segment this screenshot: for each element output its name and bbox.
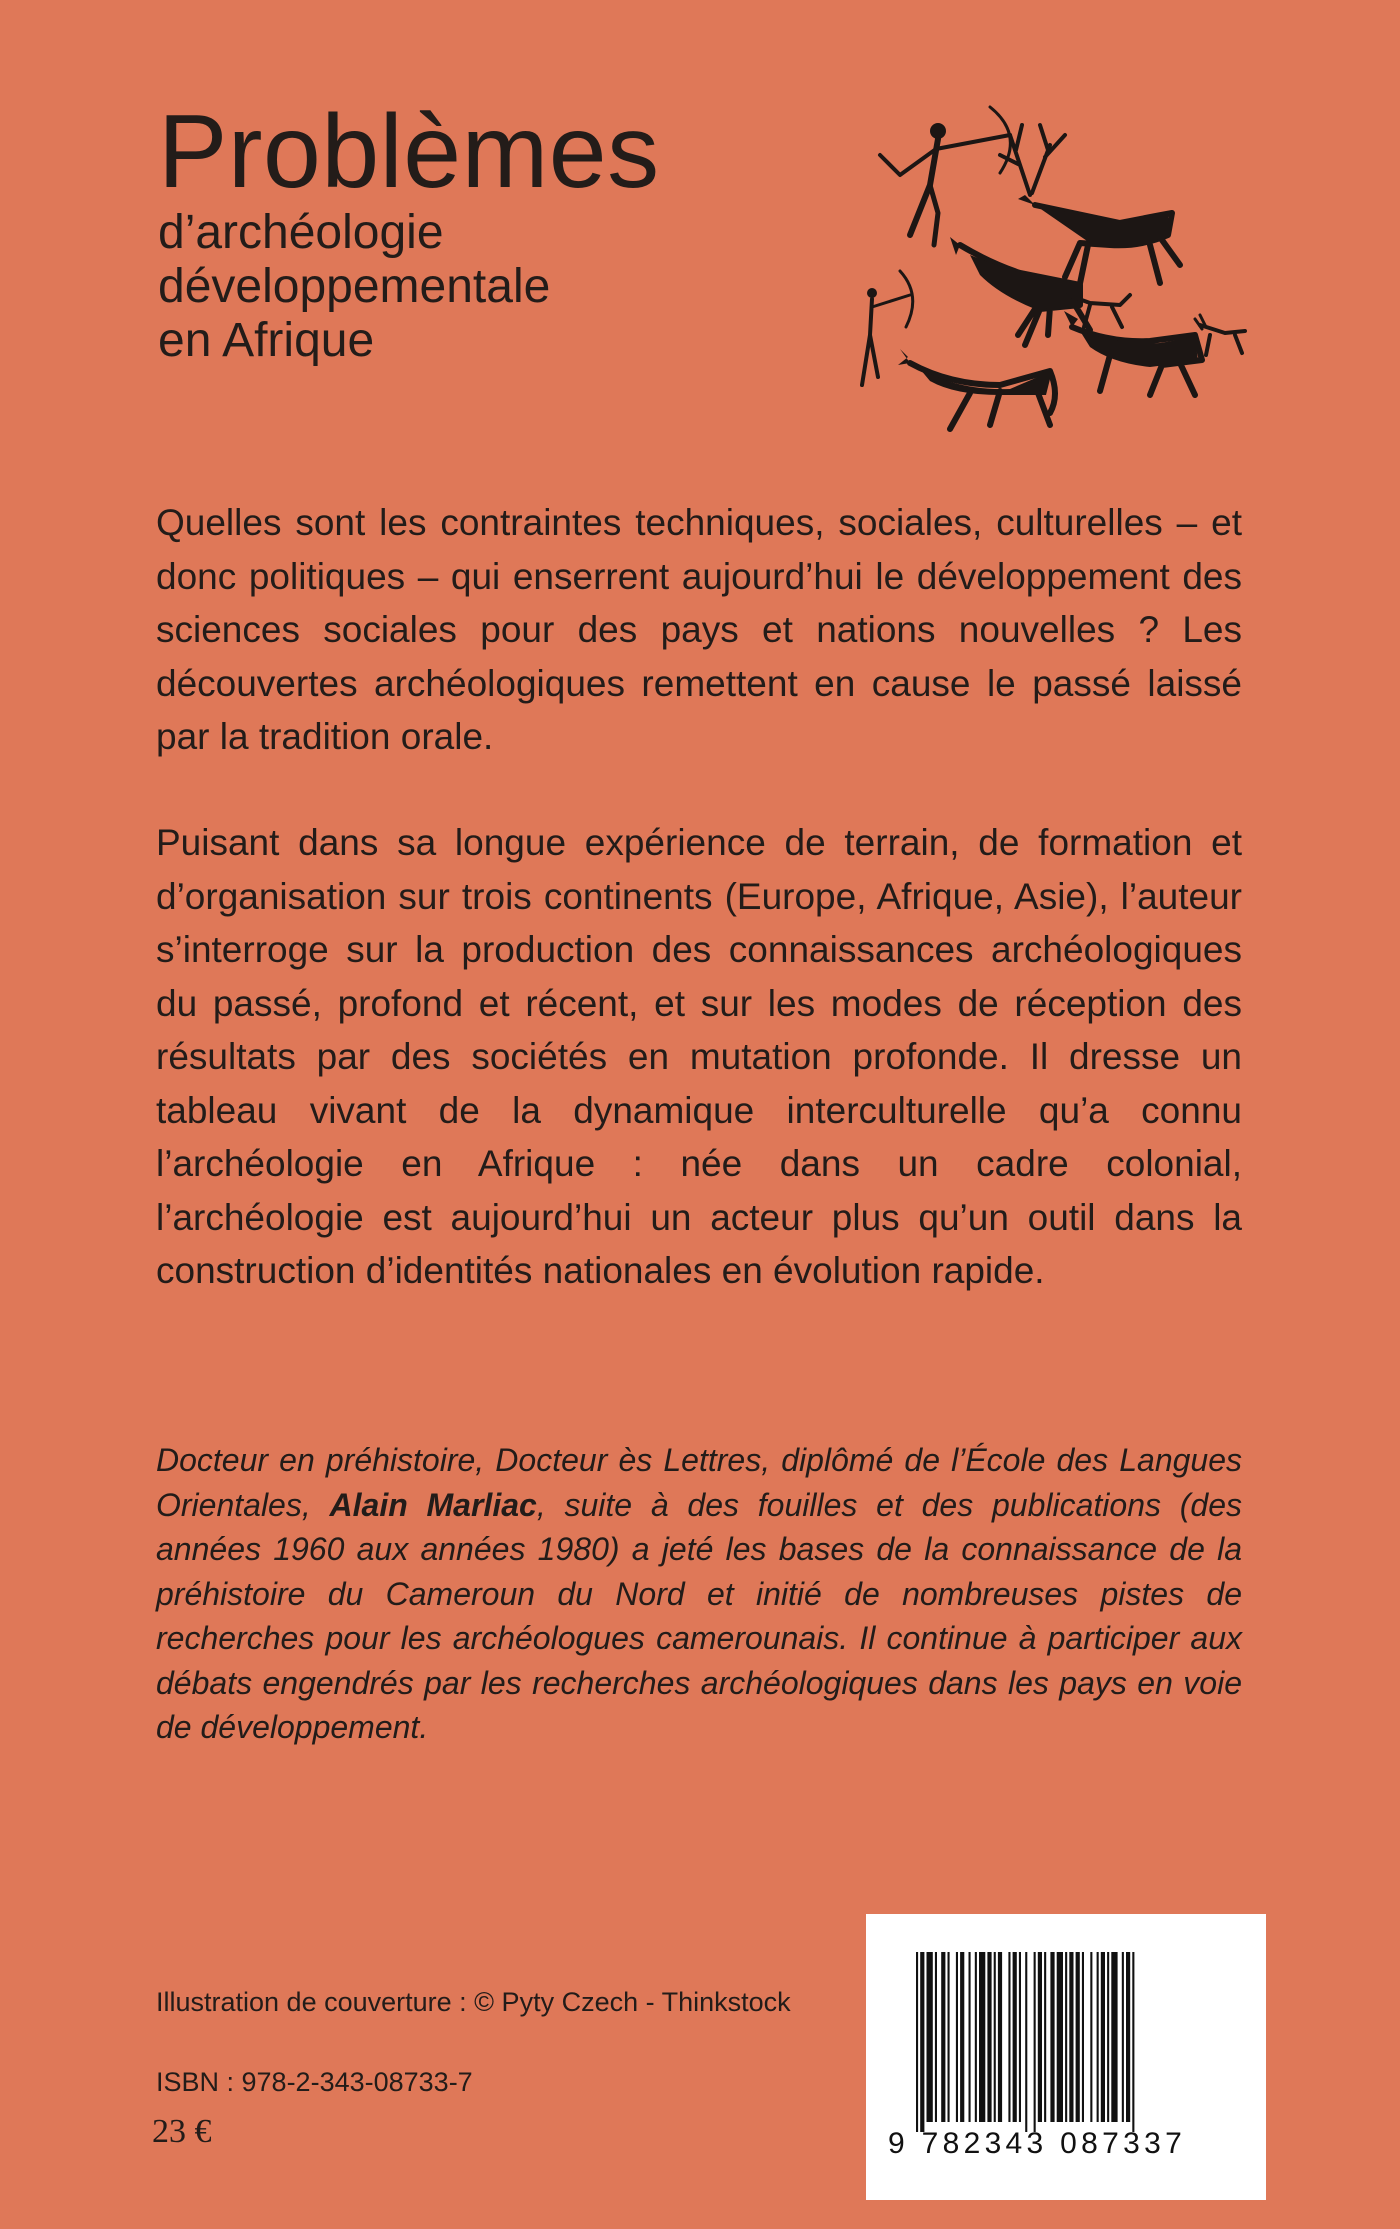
blurb-paragraph: Quelles sont les contraintes techniques, sociales, culturelles – et donc politiques – qui enserrent aujourd’hui le développement des sciences sociales pour des pays et nations nouvelles ? Les découvertes archéologiques remettent en cause le passé laissé par la tradition orale.	[156, 502, 1242, 757]
barcode-bar	[1019, 1952, 1021, 2122]
barcode-bar	[956, 1952, 958, 2122]
barcode-bar	[927, 1952, 933, 2122]
rock-art-illustration	[850, 95, 1260, 435]
small-animal-icon	[1195, 315, 1245, 355]
bio-text: Docteur en préhistoire, Docteur ès Lettres, diplômé de l’École des Langues Orientales,	[156, 1442, 1242, 1523]
barcode-bar	[1025, 1952, 1027, 2132]
barcode-bar	[960, 1952, 964, 2122]
barcode-bar	[1013, 1952, 1017, 2122]
barcode-bar	[1107, 1952, 1109, 2122]
barcode-bar	[920, 1952, 924, 2132]
archer-figure-icon	[880, 107, 1010, 245]
barcode-bar	[969, 1952, 971, 2122]
barcode-bar	[1034, 1952, 1036, 2132]
barcode-bar	[948, 1952, 950, 2122]
barcode-bar	[1044, 1952, 1046, 2122]
price: 23 €	[152, 2113, 212, 2150]
barcode-bar	[998, 1952, 1002, 2122]
barcode-bar	[1069, 1952, 1073, 2122]
book-title: Problèmes	[158, 94, 660, 210]
barcode-bar	[979, 1952, 985, 2122]
barcode-bar	[975, 1952, 977, 2122]
bio-text: , suite à des fouilles et des publications (des années 1960 aux années 1980) a jeté les bases de la connaissance de la préhistoire du Cameroun du Nord et initié de nombreuses pistes de recherches pour les archéologues camerounais. Il continue à participer aux débats engendrés par les recherches archéologiques dans les pays en voie de développement.	[156, 1486, 1243, 1745]
barcode-bar	[1050, 1952, 1054, 2122]
barcode-bar	[1038, 1952, 1042, 2122]
barcode-bar	[1122, 1952, 1124, 2122]
barcode-bar	[1065, 1952, 1067, 2122]
author-name: Alain Marliac	[329, 1486, 537, 1523]
book-subtitle	[158, 206, 858, 368]
title-block	[158, 94, 858, 368]
barcode-bar	[1101, 1952, 1105, 2122]
barcode-digits: 9 782343 087337	[888, 2127, 1187, 2160]
barcode-bar	[941, 1952, 945, 2122]
barcode-bars-icon	[916, 1952, 1216, 2132]
deer-icon	[1000, 125, 1180, 293]
barcode	[866, 1914, 1266, 2200]
subtitle-line: d’archéologie	[158, 206, 444, 259]
barcode-bar	[1076, 1952, 1080, 2122]
barcode-bar	[1082, 1952, 1084, 2122]
barcode-bar	[935, 1952, 937, 2122]
blurb-paragraph: Puisant dans sa longue expérience de terrain, de formation et d’organisation sur trois continents (Europe, Afrique, Asie), l’auteur s’interroge sur la production des connaissances archéologiques du passé, profond et récent, et sur les modes de réception des résultats par des sociétés en mutation profonde. Il dresse un tableau vivant de la dynamique interculturelle qu’a connu l’archéologie en Afrique : née dans un cadre colonial, l’archéologie est aujourd’hui un acteur plus qu’un outil dans la construction d’identités nationales en évolution rapide.	[156, 822, 1242, 1291]
barcode-bar	[987, 1952, 991, 2122]
barcode-bar	[1008, 1952, 1010, 2122]
illustration-credit: Illustration de couverture : © Pyty Czech - Thinkstock	[156, 1987, 791, 2017]
barcode-bar	[994, 1952, 996, 2122]
barcode-bar	[1126, 1952, 1130, 2122]
author-bio	[156, 1438, 1242, 1750]
isbn: ISBN : 978-2-343-08733-7	[156, 2067, 473, 2097]
subtitle-line: développementale	[158, 260, 551, 313]
barcode-bar	[1111, 1952, 1117, 2122]
subtitle-line: en Afrique	[158, 314, 375, 367]
barcode-bar	[1097, 1952, 1099, 2122]
antelope-icon	[898, 349, 1055, 429]
horse-icon	[950, 237, 1090, 345]
small-archer-icon	[862, 271, 913, 385]
barcode-bar	[1090, 1952, 1092, 2122]
barcode-bar	[916, 1952, 918, 2132]
barcode-bar	[1132, 1952, 1134, 2132]
barcode-bar	[1057, 1952, 1063, 2122]
